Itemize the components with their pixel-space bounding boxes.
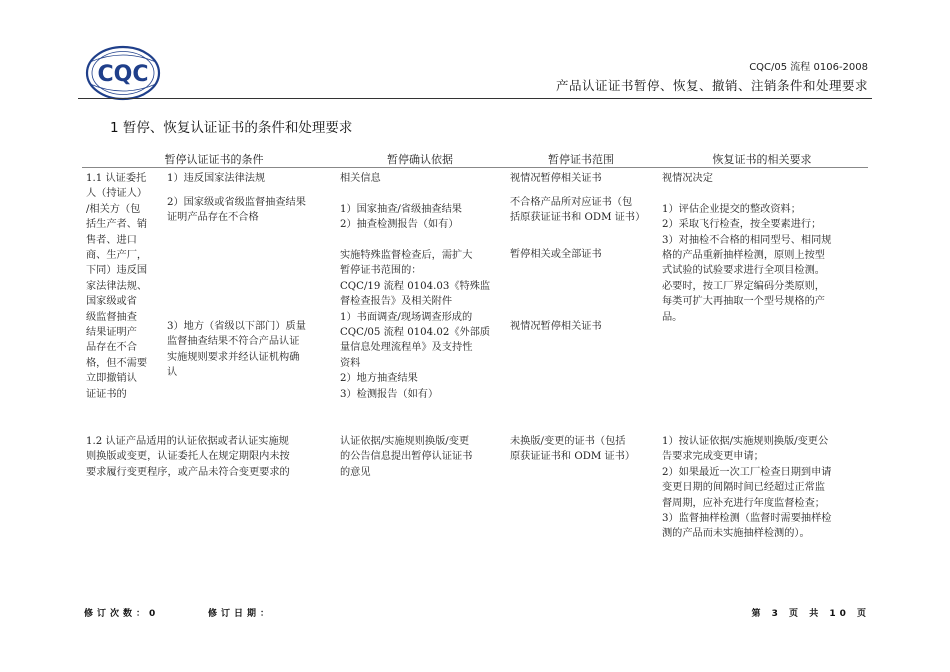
row2-basis: 认证依据/实施规则换版/变更 的公告信息提出暂停认证证书 的意见	[340, 436, 473, 478]
page-number: 第 3 页 共 10 页	[751, 609, 870, 619]
doc-code: CQC/05 流程 0106-2008	[749, 62, 868, 73]
revision-count: 修订次数：0	[84, 609, 160, 619]
section-title: 1 暂停、恢复认证证书的条件和处理要求	[110, 120, 353, 136]
col-header-basis: 暂停确认依据	[387, 153, 453, 166]
row1-condition-2: 2）国家级或省级监督抽查结果 证明产品存在不合格	[167, 197, 306, 224]
cqc-logo	[84, 44, 162, 102]
logo-text: CQC	[97, 62, 149, 87]
header-rule	[78, 98, 872, 99]
row1-scope-4: 视情况暂停相关证书	[510, 321, 602, 332]
row2-scope: 未换版/变更的证书（包括 原获证证书和 ODM 证书）	[510, 436, 636, 463]
row1-scope-2: 不合格产品所对应证书（包 括原获证证书和 ODM 证书）	[510, 197, 646, 224]
row1-basis: 相关信息 1）国家抽查/省级抽查结果 2）抽查检测报告（如有） 实施特殊监督检查后，需扩大 暂停证书范围的： CQC/19 流程 0104.03《特殊监 督检查报告》及相关附件 1）书面调查/现场调查形成的 CQC/05 流程 0104.02《外部质 量信息处理流程单》及支持性 资料 2）地方抽查结果 3）检测报告（如有）	[340, 173, 491, 400]
row1-scope-1: 视情况暂停相关证书	[510, 173, 602, 184]
revision-date: 修订日期：	[208, 609, 274, 619]
row1-condition-main: 1.1 认证委托 人（持证人） /相关方（包 括生产者、销 售者、进口 商、生产厂， 下同）违反国 家法律法规、 国家级或省 级监督抽查 结果证明产 品存在不合 格，但不需要 立即撤销认 证证书的	[86, 173, 148, 400]
doc-title: 产品认证证书暂停、恢复、撤销、注销条件和处理要求	[555, 78, 868, 93]
col-header-conditions: 暂停认证证书的条件	[164, 153, 264, 166]
col-header-scope: 暂停证书范围	[548, 153, 614, 166]
header-divider	[82, 167, 868, 168]
row1-scope-3: 暂停相关或全部证书	[510, 249, 602, 260]
col-header-restore: 恢复证书的相关要求	[712, 153, 812, 166]
row1-condition-1: 1）违反国家法律法规	[167, 173, 266, 184]
row1-restore: 视情况决定 1）评估企业提交的整改资料； 2）采取飞行检查，按全要素进行； 3）对抽检不合格的相同型号、相同规 格的产品重新抽样检测，原则上按型 式试验的试验要求进行全项目检测。 必要时，按工厂界定编码分类原则， 每类可扩大再抽取一个型号规格的产 品。	[662, 173, 832, 323]
row2-condition: 1.2 认证产品适用的认证依据或者认证实施规 则换版或变更，认证委托人在规定期限内未按 要求履行变更程序，或产品未符合变更要求的	[86, 436, 290, 478]
row2-restore: 1）按认证依据/实施规则换版/变更公 告要求完成变更申请； 2）如果最近一次工厂检查日期到申请 变更日期的间隔时间已经超过正常监 督周期，应补充进行年度监督检查； 3）监督抽样检测（监督时需要抽样检 测的产品而未实施抽样检测的）。	[662, 436, 832, 540]
row1-condition-3: 3）地方（省级以下部门）质量 监督抽查结果不符合产品认证 实施规则要求并经认证机构确 认	[167, 321, 306, 379]
